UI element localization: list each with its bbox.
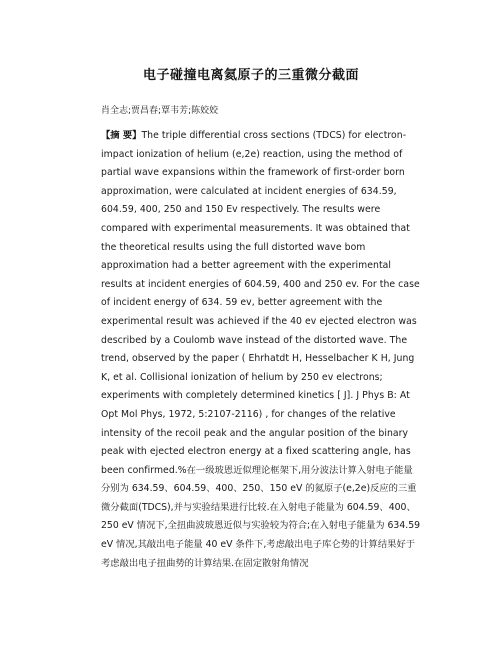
- abstract-label: 【摘 要】: [101, 130, 142, 141]
- abstract-chinese: %在一级玻恩近似理论框架下,用分波法计算入射电子能量分别为 634.59、604.59、400、250、150 eV 的氦原子(e,2e)反应的三重微分截面(TDCS),并与实验结果进行比较.在入射电子能量为 604.59、400、250 eV 情况下,全扭曲波玻恩近似与实验较为符合;在入射电子能量为 634.59 eV 情况,其敲出电子能量 40 eV 条件下,考虑敲出电子库仑势的计算结果好于考虑敲出电子扭曲势的计算结果.在固定散射角情况: [101, 464, 421, 569]
- paper-title: 电子碰撞电离氦原子的三重微分截面: [142, 68, 359, 83]
- abstract-english: The triple differential cross sections (TDCS) for electron-impact ionization of helium (e,2e) reaction, using the method of partial wave expansions within the framework of first-order born approximation, were calculated at incident energies of 634.59, 604.59, 400, 250 and 150 Ev respectively. The results were compared with experimental measurements. It was obtained that the theoretical results using the full distorted wave bom approximation had a better agreement with the experimental results at incident energies of 604.59, 400 and 250 ev. For the case of incident energy of 634. 59 ev, better agreement with the experimental result was achieved if the 40 ev ejected electron was described by a Coulomb wave instead of the distorted wave. The trend, observed by the paper ( Ehrhatdt H, Hesselbacher K H, Jung K, et al. Collisional ionization of helium by 250 ev electrons; experiments with completely determined kinetics [ J]. J Phys B: At Opt Mol Phys, 1972, 5:2107-2116) , for changes of the relative intensity of the recoil peak and the angular position of the binary peak with ejected electron energy at a fixed scattering angle, has been confirmed.: [101, 130, 420, 476]
- paper-authors: 肖全志;贾昌春;覃韦芳;陈姣姣: [101, 106, 219, 116]
- abstract: [101, 127, 421, 573]
